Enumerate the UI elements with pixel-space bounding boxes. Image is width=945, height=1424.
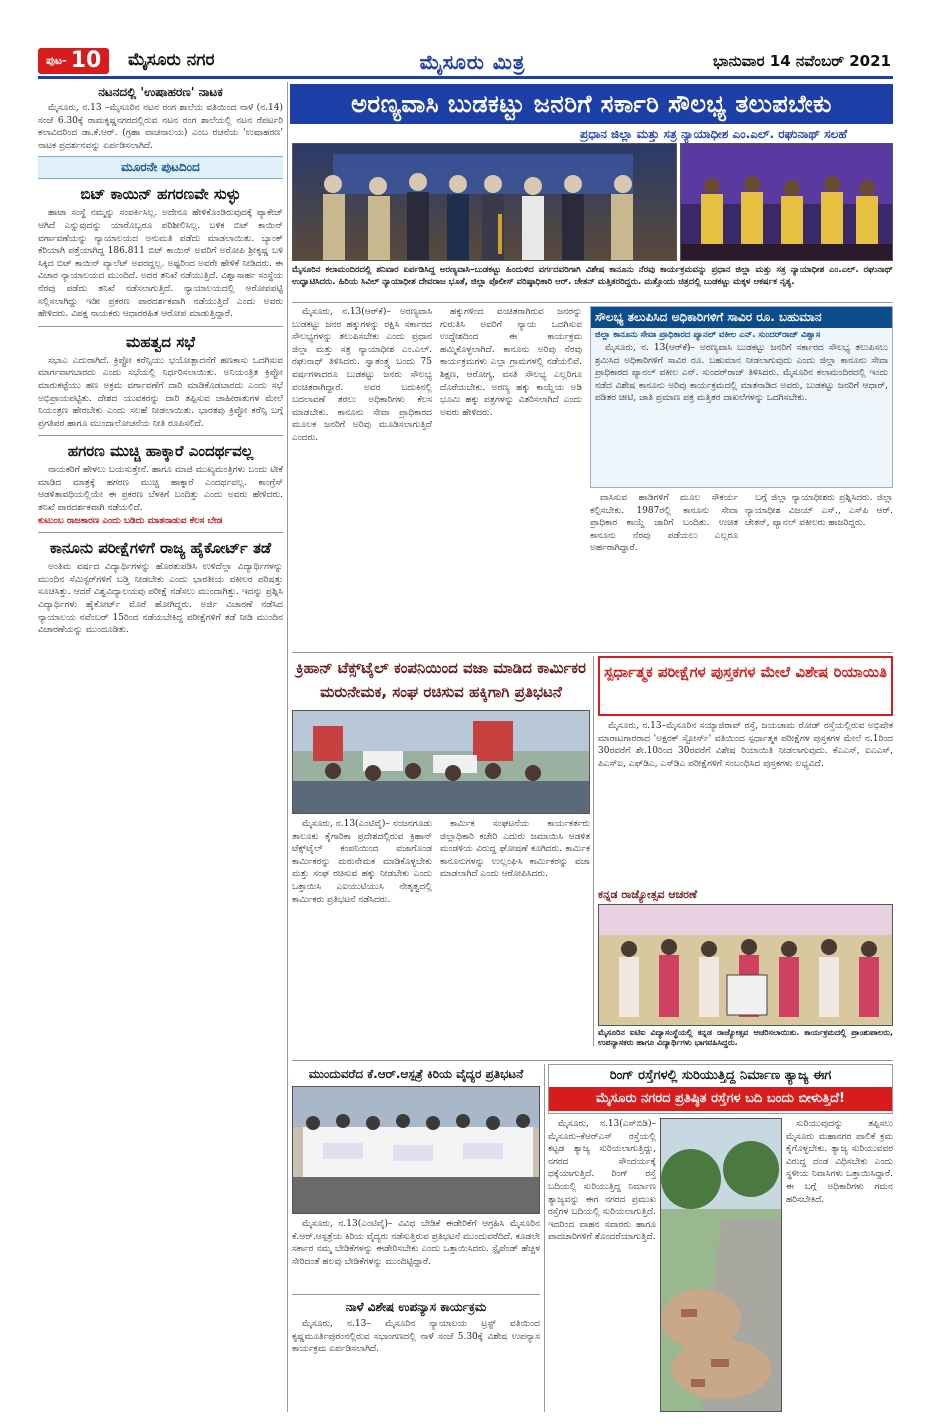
- waste-body-col-2-text: ಸುರಿಯುವುದನ್ನು ತಪ್ಪಿಸಲು ಮೈಸೂರು ಮಹಾನಗರ ಪಾಲಿಕೆ ಕ್ರಮ ಕೈಗೊಳ್ಳಬೇಕು. ತ್ಯಾಜ್ಯ ಸುರಿಯುವವರ ವಿರುದ್ಧ ದಂಡ ವಿಧಿಸಬೇಕು ಎಂದು ಸ್ಥಳೀಯ ನಿವಾಸಿಗಳು ಒತ್ತಾಯಿಸಿದ್ದಾರೆ. ಈ ಬಗ್ಗೆ ಅಧಿಕಾರಿಗಳು ಗಮನ ಹರಿಸಬೇಕಿದೆ.: [786, 1119, 893, 1205]
- header-rule: [38, 76, 893, 79]
- inauguration-photo-image: [293, 144, 677, 261]
- rule: [292, 1294, 540, 1295]
- column-rule: [593, 656, 594, 1046]
- page-number: 10: [70, 48, 102, 73]
- lecture-body-text: ಮೈಸೂರು, ನ.13– ಮೈಸೂರಿನ ನ್ಯಾಯಾಲಯ ಟ್ರಸ್ಟ್ ವತಿಯಿಂದ ಕೃಷ್ಣಮೂರ್ತಿಪುರಂನಲ್ಲಿರುವ ಸಭಾಂಗಣದಲ್ಲಿ ನಾಳೆ ಸಂಜೆ 5.30ಕ್ಕೆ ವಿಶೇಷ ಉಪನ್ಯಾಸ ಕಾರ್ಯಕ್ರಮ ಏರ್ಪಡಿಸಲಾಗಿದೆ.: [292, 1319, 540, 1355]
- lead-body-col-4-text: ಬಗ್ಗೆ ಜಿಲ್ಲಾ ನ್ಯಾಯಾಧೀಶರು ಪ್ರಶ್ನಿಸಿದರು. ಜಿಲ್ಲಾ ನ್ಯಾಯಾಧೀಶ ವಿಜಯ್ ಎಸ್., ಎಸ್‌ಪಿ ಆರ್. ಚೇತನ್, ಪ್ಯಾನಲ್ ವಕೀಲರು ಹಾಜರಿದ್ದರು.: [745, 493, 893, 529]
- page-label: ಪುಟ-: [46, 54, 67, 67]
- story-3-text: ಸಭಾಎ ಎದುರಾಗಿದೆ. ಕ್ರಿಪ್ಟೋ ಕರೆನ್ಸಿಯು ಭಯೋತ್ಪಾದನೆಗೆ ಹಣಕಾಸು ಒದಗಿಸುವ ಮಾರ್ಗವಾಗಬಾರದು ಎಂದು ಸಭೆಯಲ್ಲಿ ನಿರ್ಧರಿಸಲಾಯಿತು. ಅನಿಯಂತ್ರಿತ ಕ್ರಿಪ್ಟೋ ಮಾರುಕಟ್ಟೆಯು ಹಣ ಅಕ್ರಮ ವರ್ಗಾವಣೆಗೆ ದಾರಿ ಮಾಡಿಕೊಡಬಾರದು ಎಂದು ಸಭೆ ಅಭಿಪ್ರಾಯಪಟ್ಟಿತು. ದೇಶದ ಯುವಕರನ್ನು ದಾರಿ ತಪ್ಪಿಸುವ ಜಾಹೀರಾತುಗಳ ಮೇಲೆ ನಿಯಂತ್ರಣ ಹೇರಬೇಕು ಎಂದು ಸಲಹೆ ನೀಡಲಾಯಿತು. ಭಾರತವು ಕ್ರಿಪ್ಟೋ ಕರೆನ್ಸಿ ಬಗ್ಗೆ ಪ್ರಗತಿಪರ ಹಾಗೂ ಮುಂದಾಲೋಚನೆಯ ನೀತಿ ರೂಪಿಸಲಿದೆ.: [38, 355, 283, 429]
- dance-photo-image: [681, 144, 893, 261]
- waste-road-photo: [660, 1118, 782, 1412]
- lead-subheadline: ಪ್ರಧಾನ ಜಿಲ್ಲಾ ಮತ್ತು ಸತ್ರ ನ್ಯಾಯಾಧೀಶ ಎಂ.ಎಲ್. ರಘುನಾಥ್ ಸಲಹೆ: [580, 127, 848, 141]
- lead-body-col-3: [590, 492, 738, 650]
- story-4-text: ನಾಯಕರಿಗೆ ಹೇಳಲು ಬಯಸುತ್ತೇನೆ. ಹಾಗೂ ಮಾಜಿ ಮುಖ್ಯಮಂತ್ರಿಗಳು ಬಂದು ಟೀಕೆ ಮಾಡಿದ ಮಾತ್ರಕ್ಕೆ ಹಗರಣ ಮುಚ್ಚಿ ಹಾಕ್ಕಾರೆ ಎಂದರ್ಥವಲ್ಲ. ಕಾಂಗ್ರೆಸ್ ಆಡಳಿತಾವಧಿಯಲ್ಲಿಯೇ ಈ ಪ್ರಕರಣ ಬೆಳಕಿಗೆ ಬಂದಿತ್ತು ಎಂದು ಅವರು ಹೇಳಿದರು. ತನಿಖೆ ಪಾರದರ್ಶಕವಾಗಿ ನಡೆಯಲಿದೆ.: [38, 465, 283, 514]
- rule: [292, 302, 893, 303]
- lecture-body: [292, 1318, 540, 1410]
- rule: [292, 1060, 893, 1061]
- story-5-body: [38, 561, 283, 637]
- story-4-red-subhead: ಕುಟುಂಬ ರಾಜಕಾರಣ ಎಂದು ಬಡಿದು ಮಾತನಾಡುವ ಕೆಲಸ ಬೇಡ: [38, 515, 223, 526]
- story-1-body: [38, 102, 283, 152]
- side-box-headline: ಸೌಲಭ್ಯ ತಲುಪಿಸಿದ ಅಧಿಕಾರಿಗಳಿಗೆ ಸಾವಿರ ರೂ. ಬಹುಮಾನ: [591, 307, 892, 328]
- lead-body-col-2: [440, 306, 582, 650]
- column-rule: [287, 82, 288, 1412]
- lead-body-col-2-text: ಹಕ್ಕುಗಳಿಂದ ವಂಚಿತರಾಗಿರುವ ಜನರನ್ನು ಗುರುತಿಸಿ ಅವರಿಗೆ ನ್ಯಾಯ ಒದಗಿಸುವ ಉದ್ದೇಶದಿಂದ ಈ ಕಾರ್ಯಕ್ರಮ ಹಮ್ಮಿಕೊಳ್ಳಲಾಗಿದೆ. ಕಾನೂನು ಅರಿವು ನೆರವು ಕಾರ್ಯಕ್ರಮಗಳು ಎಲ್ಲಾ ಗ್ರಾಮಗಳಲ್ಲಿ ನಡೆಯಲಿವೆ. ಶಿಕ್ಷಣ, ಆರೋಗ್ಯ, ವಸತಿ ಸೌಲಭ್ಯ ಎಲ್ಲರಿಗೂ ದೊರೆಯಬೇಕು. ಅರಣ್ಯ ಹಕ್ಕು ಕಾಯ್ದೆಯ ಅಡಿ ಭೂಮಿ ಹಕ್ಕು ಪತ್ರಗಳನ್ನು ವಿತರಿಸಲಾಗಿದೆ ಎಂದು ಅವರು ಹೇಳಿದರು.: [440, 307, 582, 418]
- story-3-body: [38, 355, 283, 431]
- column-rule: [544, 1064, 545, 1412]
- story-2-body: [38, 207, 283, 320]
- doctors-headline: ಮುಂದುವರೆದ ಕೆ.ಆರ್.ಆಸ್ಪತ್ರೆ ಕಿರಿಯ ವೈದ್ಯರ ಪ್ರತಿಭಟನೆ: [308, 1067, 524, 1081]
- story-1-text: ಮೈಸೂರು, ನ.13 –ಮೈಸೂರಿನ ನಟನ ರಂಗ ಶಾಲೆಯ ವತಿಯಿಂದ ನಾಳೆ (ನ.14) ಸಂಜೆ 6.30ಕ್ಕೆ ರಾಮಕೃಷ್ಣನಗರದಲ್ಲಿರುವ ನಟನ ರಂಗ ಶಾಲೆಯಲ್ಲಿ ನಟನ ರೆಪರ್ಟರಿ ಕಲಾವಿದರಿಂದ ಡಾ.ಕೆ.ಆರ್. (ಗ್ರಹಾ ವಾಚನಾಲಯ) ಎಂಬ ರಚನೆಯ 'ಉಷಾಹರಣ' ನಾಟಕ ಪ್ರದರ್ಶನವನ್ನು ಏರ್ಪಡಿಸಲಾಗಿದೆ.: [38, 103, 283, 151]
- doctors-protest-photo: [292, 1086, 540, 1214]
- side-box-text: ಮೈಸೂರು, ನ. 13(ಆರ್‌ಕೆ)– ಅರಣ್ಯವಾಸಿ ಬುಡಕಟ್ಟು ಜನರಿಗೆ ಸರ್ಕಾರದ ಸೌಲಭ್ಯ ತಲುಪಿಸಲು ಶ್ರಮಿಸಿದ ಅಧಿಕಾರಿಗಳಿಗೆ ಸಾವಿರ ರೂ. ಬಹುಮಾನ ನೀಡಲಾಗುವುದು ಎಂದು ಜಿಲ್ಲಾ ಕಾನೂನು ಸೇವಾ ಪ್ರಾಧಿಕಾರದ ಪ್ಯಾನಲ್ ವಕೀಲ ಎನ್. ಸುಂದರ್‌ರಾಜ್ ತಿಳಿಸಿದರು. ಮೈಸೂರಿನ ಕಲಾಮಂದಿರದಲ್ಲಿ ಇಂದು ನಡೆದ ವಿಶೇಷ ಕಾನೂನು ಅರಿವು ಕಾರ್ಯಕ್ರಮದಲ್ಲಿ ಮಾತನಾಡಿದ ಅವರು, ಬುಡಕಟ್ಟು ಜನರಿಗೆ ಆಧಾರ್, ಪಡಿತರ ಚೀಟಿ, ಜಾತಿ ಪ್ರಮಾಣ ಪತ್ರ ಮತ್ತಿತರ ದಾಖಲೆಗಳನ್ನು ಒದಗಿಸಬೇಕು.: [595, 343, 888, 404]
- rajyotsava-photo: [598, 904, 893, 1026]
- waste-body-col-1: [548, 1118, 656, 1412]
- workers-body-col-2: [440, 818, 590, 1046]
- story-3-headline: ಮಹತ್ವದ ಸಭೆ: [125, 332, 196, 351]
- books-body-text: ಮೈಸೂರು, ನ.13–ಮೈಸೂರಿನ ಸಯ್ಯಾಜಿರಾವ್ ರಸ್ತೆ, ಜಯಚಾಮ ರೋಡ್ ರಸ್ತೆಯಲ್ಲಿರುವ ಅಭಿಷೇಕ ಮಾರಾಟಗಾರರಾದ 'ಅಕ್ಷರಕ್ ಸ್ಟೋರ್ಸ್' ವತಿಯಿಂದ ಸ್ಪರ್ಧಾತ್ಮಕ ಪರೀಕ್ಷೆಗಳ ಪುಸ್ತಕಗಳ ಮೇಲೆ ನ.1ರಿಂದ 30ರವರೆಗೆ ಶೇ.10ರಿಂದ 30ರವರೆಗೆ ವಿಶೇಷ ರಿಯಾಯಿತಿ ನೀಡಲಾಗುವುದು. ಕೆಎಎಸ್, ಐಎಎಸ್, ಪಿಎಸ್‌ಐ, ಎಫ್‌ಡಿಎ, ಎಸ್‌ಡಿಎ ಪರೀಕ್ಷೆಗಳಿಗೆ ಸಂಬಂಧಿಸಿದ ಪುಸ್ತಕಗಳು ಲಭ್ಯವಿದೆ.: [598, 721, 893, 769]
- lead-photo-caption: ಮೈಸೂರಿನ ಕಲಾಮಂದಿರದಲ್ಲಿ ಶನಿವಾರ ಏರ್ಪಡಿಸಿದ್ದ ಅರಣ್ಯವಾಸಿ–ಬುಡಕಟ್ಟು ಹಿಂದುಳಿದ ವರ್ಗದವರಿಗಾಗಿ ವಿಶೇಷ ಕಾನೂನು ನೆರವು ಕಾರ್ಯಕ್ರಮವನ್ನು ಪ್ರಧಾನ ಜಿಲ್ಲಾ ಮತ್ತು ಸತ್ರ ನ್ಯಾಯಾಧೀಶ ಎಂ.ಎಲ್. ರಘುನಾಥ್ ಉದ್ಘಾಟಿಸಿದರು. ಹಿರಿಯ ಸಿವಿಲ್ ನ್ಯಾಯಾಧೀಶ ದೇವರಾಜ ಭೂತೆ, ಜಿಲ್ಲಾ ಪೊಲೀಸ್ ವರಿಷ್ಠಾಧಿಕಾರಿ ಆರ್. ಚೇತನ್ ಮತ್ತಿತರರಿದ್ದರು. ಮತ್ತೊಂದು ಚಿತ್ರದಲ್ಲಿ ಬುಡಕಟ್ಟು ಮಕ್ಕಳ ಆಕರ್ಷಕ ನೃತ್ಯ.: [292, 265, 893, 287]
- issue-date: ಭಾನುವಾರ 14 ನವೆಂಬರ್ 2021: [713, 52, 891, 70]
- newspaper-logo: ಮೈಸೂರು ಮಿತ್ರ: [419, 50, 526, 74]
- workers-protest-photo: [292, 710, 590, 814]
- lead-headline: ಅರಣ್ಯವಾಸಿ ಬುಡಕಟ್ಟು ಜನರಿಗೆ ಸರ್ಕಾರಿ ಸೌಲಭ್ಯ ತಲುಪಬೇಕು: [290, 84, 893, 124]
- doctors-body: [292, 1218, 540, 1290]
- lead-body-col-1-text: ಮೈಸೂರು, ನ.13(ಆರ್‌ಕೆ)– ಅರಣ್ಯವಾಸಿ ಬುಡಕಟ್ಟು ಜನರ ಹಕ್ಕುಗಳನ್ನು ರಕ್ಷಿಸಿ ಸರ್ಕಾರದ ಸೌಲಭ್ಯಗಳನ್ನು ತಲುಪಿಸಬೇಕು ಎಂದು ಪ್ರಧಾನ ಜಿಲ್ಲಾ ಮತ್ತು ಸತ್ರ ನ್ಯಾಯಾಧೀಶ ಎಂ.ಎಲ್. ರಘುನಾಥ್ ತಿಳಿಸಿದರು. ಸ್ವಾತಂತ್ರ್ಯ ಬಂದು 75 ವರ್ಷಗಳಾದರೂ ಬುಡಕಟ್ಟು ಜನರು ಸೌಲಭ್ಯ ವಂಚಿತರಾಗಿದ್ದಾರೆ. ಅವರ ಬದುಕಿನಲ್ಲಿ ಬದಲಾವಣೆ ತರಲು ಅಧಿಕಾರಿಗಳು ಕೆಲಸ ಮಾಡಬೇಕು. ಕಾನೂನು ಸೇವಾ ಪ್ರಾಧಿಕಾರದ ಮೂಲಕ ಜನರಿಗೆ ಅರಿವು ಮೂಡಿಸಲಾಗುತ್ತಿದೆ ಎಂದರು.: [292, 307, 432, 443]
- divider: [38, 435, 283, 436]
- workers-protest-image: [293, 711, 590, 814]
- workers-body-col-2-text: ಕಾರ್ಮಿಕ ಸಂಘಟನೆಯ ಕಾರ್ಯಕರ್ತರು ಜಿಲ್ಲಾಧಿಕಾರಿ ಕಚೇರಿ ಎದುರು ಜಮಾಯಿಸಿ ಆಡಳಿತ ಮಂಡಳಿಯ ವಿರುದ್ಧ ಘೋಷಣೆ ಕೂಗಿದರು. ಕಾರ್ಮಿಕ ಕಾನೂನುಗಳನ್ನು ಉಲ್ಲಂಘಿಸಿ ಕಾರ್ಮಿಕರನ್ನು ವಜಾ ಮಾಡಲಾಗಿದೆ ಎಂದು ಆರೋಪಿಸಿದರು.: [440, 819, 590, 880]
- rajyotsava-subheadline: ಕನ್ನಡ ರಾಜ್ಯೋತ್ಸವ ಆಚರಣೆ: [598, 888, 698, 901]
- books-body: [598, 720, 893, 888]
- continued-from-page-3-band: ಮೂರನೇ ಪುಟದಿಂದ: [38, 156, 283, 179]
- rajyotsava-caption: ಮೈಸೂರಿನ ಐಟಿಐ ವಿದ್ಯಾಸಂಸ್ಥೆಯಲ್ಲಿ ಕನ್ನಡ ರಾಜ್ಯೋತ್ಸವ ಆಚರಿಸಲಾಯಿತು. ಕಾರ್ಯಕ್ರಮದಲ್ಲಿ ಪ್ರಾಂಶುಪಾಲರು, ಉಪನ್ಯಾಸಕರು ಹಾಗೂ ವಿದ್ಯಾರ್ಥಿಗಳು ಭಾಗವಹಿಸಿದ್ದರು.: [598, 1028, 893, 1047]
- story-5-text: ಅಂತಿಮ ವರ್ಷದ ವಿದ್ಯಾರ್ಥಿಗಳನ್ನು ಹೊರತುಪಡಿಸಿ ಉಳಿದೆಲ್ಲಾ ವಿದ್ಯಾರ್ಥಿಗಳನ್ನು ಮುಂದಿನ ಸೆಮಿಸ್ಟರ್‌ಗಳಿಗೆ ಬಡ್ತಿ ನೀಡಬೇಕು ಎಂದು ಭಾರತೀಯ ವಕೀಲರ ಪರಿಷತ್ತು ಸೂಚಿಸಿತ್ತು. ಆದರೆ ವಿಶ್ವವಿದ್ಯಾಲಯವು ಪರೀಕ್ಷೆ ನಡೆಸಲು ಮುಂದಾಗಿತ್ತು. ಇದನ್ನು ಪ್ರಶ್ನಿಸಿ ವಿದ್ಯಾರ್ಥಿಗಳು ಹೈಕೋರ್ಟ್ ಮೊರೆ ಹೋಗಿದ್ದರು. ಅರ್ಜಿ ವಿಚಾರಣೆ ನಡೆಸಿದ ನ್ಯಾಯಾಲಯ ನವೆಂಬರ್ 15ರಿಂದ ನಡೆಯಬೇಕಿದ್ದ ಪರೀಕ್ಷೆಗಳಿಗೆ ತಡೆ ನೀಡಿ ಮುಂದಿನ ವಿಚಾರಣೆಯನ್ನು ಮುಂದೂಡಿತು.: [38, 562, 283, 636]
- lead-body-col-4: [745, 492, 893, 650]
- waste-headline-box: [548, 1064, 893, 1114]
- doctors-protest-image: [293, 1087, 540, 1214]
- waste-body-col-2: [786, 1118, 893, 1412]
- waste-headline-2: ಮೈಸೂರು ನಗರದ ಪ್ರತಿಷ್ಠಿತ ರಸ್ತೆಗಳ ಬದಿ ಬಂದು ಬೀಳುತ್ತಿದೆ!: [549, 1087, 892, 1111]
- side-box: [590, 306, 893, 488]
- divider: [38, 326, 283, 327]
- waste-road-image: [661, 1119, 782, 1412]
- waste-headline-1: ರಿಂಗ್ ರಸ್ತೆಗಳಲ್ಲಿ ಸುರಿಯುತ್ತಿದ್ದ ನಿರ್ಮಾಣ ತ್ಯಾಜ್ಯ ಈಗ: [609, 1068, 832, 1083]
- doctors-body-text: ಮೈಸೂರು, ನ.13(ಎಂಟಿವೈ)– ವಿವಿಧ ಬೇಡಿಕೆ ಈಡೇರಿಕೆಗೆ ಆಗ್ರಹಿಸಿ ಮೈಸೂರಿನ ಕೆ.ಆರ್.ಆಸ್ಪತ್ರೆಯ ಕಿರಿಯ ವೈದ್ಯರು ನಡೆಸುತ್ತಿರುವ ಪ್ರತಿಭಟನೆ ಮುಂದುವರೆದಿದೆ. ಕೂಡಲೇ ಸರ್ಕಾರ ನಮ್ಮ ಬೇಡಿಕೆಗಳನ್ನು ಈಡೇರಿಸಬೇಕು ಎಂದು ಒತ್ತಾಯಿಸಿದರು. ಸ್ಟೈಪೆಂಡ್ ಹೆಚ್ಚಳ ಸೇರಿದಂತೆ ಹಲವು ಬೇಡಿಕೆಗಳನ್ನು ಮುಂದಿಟ್ಟಿದ್ದಾರೆ.: [292, 1219, 540, 1267]
- lead-photo-inauguration: [292, 143, 677, 261]
- masthead: [0, 0, 945, 72]
- section-name: ಮೈಸೂರು ನಗರ: [128, 50, 215, 70]
- divider: [38, 532, 283, 533]
- story-1-headline: ನಟನದಲ್ಲಿ 'ಉಷಾಹರಣ' ನಾಟಕ: [98, 85, 223, 99]
- lead-photo-dance: [680, 143, 893, 261]
- workers-body-col-1-text: ಮೈಸೂರು, ನ.13(ಎಂಟಿವೈ)– ನಂಜನಗೂಡು ತಾಲೂಕು ಕೈಗಾರಿಕಾ ಪ್ರದೇಶದಲ್ಲಿರುವ ಕ್ರಿಹಾನ್ ಟೆಕ್ಸ್‌ಟೈಲ್ ಕಂಪನಿಯಿಂದ ವಜಾಗೊಂಡ ಕಾರ್ಮಿಕರನ್ನು ಮರುನೇಮಕ ಮಾಡಿಕೊಳ್ಳಬೇಕು ಮತ್ತು ಸಂಘ ರಚಿಸುವ ಹಕ್ಕು ನೀಡಬೇಕು ಎಂದು ಒತ್ತಾಯಿಸಿ ಎಐಯುಟಿಯುಸಿ ನೇತೃತ್ವದಲ್ಲಿ ಕಾರ್ಮಿಕರು ಪ್ರತಿಭಟನೆ ನಡೆಸಿದರು.: [292, 819, 432, 905]
- workers-body-col-1: [292, 818, 432, 1046]
- story-4-body: [38, 464, 283, 527]
- side-box-subheadline: ಜಿಲ್ಲಾ ಕಾನೂನು ಸೇವಾ ಪ್ರಾಧಿಕಾರದ ಪ್ಯಾನಲ್ ವಕೀಲ ಎನ್. ಸುಂದರ್‌ರಾಜ್ ವಿಶ್ವಾಸ: [595, 330, 821, 340]
- lead-body-col-1: [292, 306, 432, 650]
- side-box-body: [591, 342, 892, 405]
- story-4-headline: ಹಗರಣ ಮುಚ್ಚಿ ಹಾಕ್ಕಾರೆ ಎಂದರ್ಥವಲ್ಲ: [67, 442, 254, 461]
- lead-body-col-3-text: ವಾಸಿಸುವ ಹಾಡಿಗಳಿಗೆ ಮೂಲ ಸೌಕರ್ಯ ಕಲ್ಪಿಸಬೇಕು. 1987ರಲ್ಲಿ ಕಾನೂನು ಸೇವಾ ಪ್ರಾಧಿಕಾರ ಕಾಯ್ದೆ ಜಾರಿಗೆ ಬಂದಿತು. ಉಚಿತ ಕಾನೂನು ನೆರವು ಪಡೆಯಲು ಎಲ್ಲರೂ ಅರ್ಹರಾಗಿದ್ದಾರೆ.: [590, 493, 738, 554]
- story-2-headline: ಬಿಟ್ ಕಾಯಿನ್ ಹಗರಣವೇ ಸುಳ್ಳು: [80, 185, 241, 204]
- waste-body-col-1-text: ಮೈಸೂರು, ನ.13(ಎಸ್‌ಬಿಡಿ)– ಮೈಸೂರು–ಕೆಆರ್‌ಎಸ್ ರಸ್ತೆಯಲ್ಲಿ ಕಟ್ಟಡ ತ್ಯಾಜ್ಯ ಸುರಿಯಲಾಗುತ್ತಿದ್ದು, ನಗರದ ಸೌಂದರ್ಯಕ್ಕೆ ಧಕ್ಕೆಯಾಗುತ್ತಿದೆ. ರಿಂಗ್ ರಸ್ತೆ ಬದಿಯಲ್ಲಿ ಸುರಿಯುತ್ತಿದ್ದ ನಿರ್ಮಾಣ ತ್ಯಾಜ್ಯವನ್ನು ಈಗ ನಗರದ ಪ್ರಮುಖ ರಸ್ತೆಗಳ ಬದಿಯಲ್ಲಿ ಸುರಿಯಲಾಗುತ್ತಿದೆ. ಇದರಿಂದ ವಾಹನ ಸವಾರರು ಹಾಗೂ ಪಾದಚಾರಿಗಳಿಗೆ ತೊಂದರೆಯಾಗುತ್ತಿದೆ.: [548, 1119, 656, 1243]
- rule: [292, 652, 893, 653]
- rajyotsava-image: [599, 905, 893, 1026]
- books-headline: ಸ್ಪರ್ಧಾತ್ಮಕ ಪರೀಕ್ಷೆಗಳ ಪುಸ್ತಕಗಳ ಮೇಲೆ ವಿಶೇಷ ರಿಯಾಯಿತಿ: [598, 656, 893, 716]
- workers-headline: ಕ್ರಿಹಾನ್ ಟೆಕ್ಸ್‌ಟೈಲ್ ಕಂಪನಿಯಿಂದ ವಜಾ ಮಾಡಿದ ಕಾರ್ಮಿಕರ ಮರುನೇಮಕ, ಸಂಘ ರಚಿಸುವ ಹಕ್ಕಿಗಾಗಿ ಪ್ರತಿಭಟನೆ: [296, 659, 586, 701]
- lecture-headline: ನಾಳೆ ವಿಶೇಷ ಉಪನ್ಯಾಸ ಕಾರ್ಯಕ್ರಮ: [345, 1300, 487, 1314]
- story-2-text: ಹಾಟಾ ಸಂಸ್ಥೆ ನಮ್ಮನ್ನು ಸಂಪರ್ಕಿಸಿಲ್ಲ. ಅದೇನೂ ಹೇಳಿಕೊಂಡಿರುವುದಕ್ಕೆ ಪ್ಯಾಕೇಜ್ ಆಗಿದೆ ಎನ್ನುವುದನ್ನು ಯಾರೊಬ್ಬರೂ ಪರಿಶೀಲಿಸಿಲ್ಲ. ಬಳಿಕ ಬಿಟ್ ಕಾಯಿನ್ ವರ್ಗಾವಣೆಯನ್ನು ನ್ಯಾಯಾಲಯದ ಅನುಮತಿ ಪಡೆದು ಮಾಡಲಾಯಿತು. ಬ್ಯಾಂಕ್ ಕೆರಿಯಾಗಿ ಪತ್ತೆಯಾಗಿದ್ದ 186.811 ಬಿಟ್ ಕಾಯಿನ್‌ ಅವರಿಗೆ ಅರೋಪಿ ಶ್ರೀಕೃಷ್ಣ ಬಳಿ ಸಿಕ್ಕಿದ ಬಿಟ್ ಕಾಯಿನ್ ವ್ಯಾಲೆಟ್ ಅವರದ್ದಲ್ಲ. ಅಷ್ಟರಿಂದ ಅವರೇ ಹೇಳಿಕೆ ನೀಡಿದರು. ಈ ವಿಚಾರ ನ್ಯಾಯಾಲಯದ ಮುಂದಿದೆ. ಅದರ ತನಿಖೆ ನಡೆಯುತ್ತಿದೆ. ವಿಶ್ವಾಸಾರ್ಹ ಸಂಸ್ಥೆಯ ನೆರವು ಪಡೆದು ತನಿಖೆ ನಡೆಸಲಾಗುತ್ತಿದೆ. ನ್ಯಾಯಾಲಯದಲ್ಲಿ ಆರೋಪಪಟ್ಟಿ ಸಲ್ಲಿಸಲಾಗಿದ್ದು ಇಡೀ ಪ್ರಕರಣ ಪಾರದರ್ಶಕವಾಗಿ ನಡೆಯುತ್ತಿದೆ ಎಂದು ಅವರು ಹೇಳಿದರು. ವಿಪಕ್ಷ ನಾಯಕರು ಆಧಾರರಹಿತ ಆರೋಪ ಮಾಡುತ್ತಿದ್ದಾರೆ.: [38, 208, 283, 320]
- story-5-headline: ಕಾನೂನು ಪರೀಕ್ಷೆಗಳಿಗೆ ರಾಜ್ಯ ಹೈಕೋರ್ಟ್ ತಡೆ: [49, 539, 272, 558]
- left-column: [38, 82, 283, 1412]
